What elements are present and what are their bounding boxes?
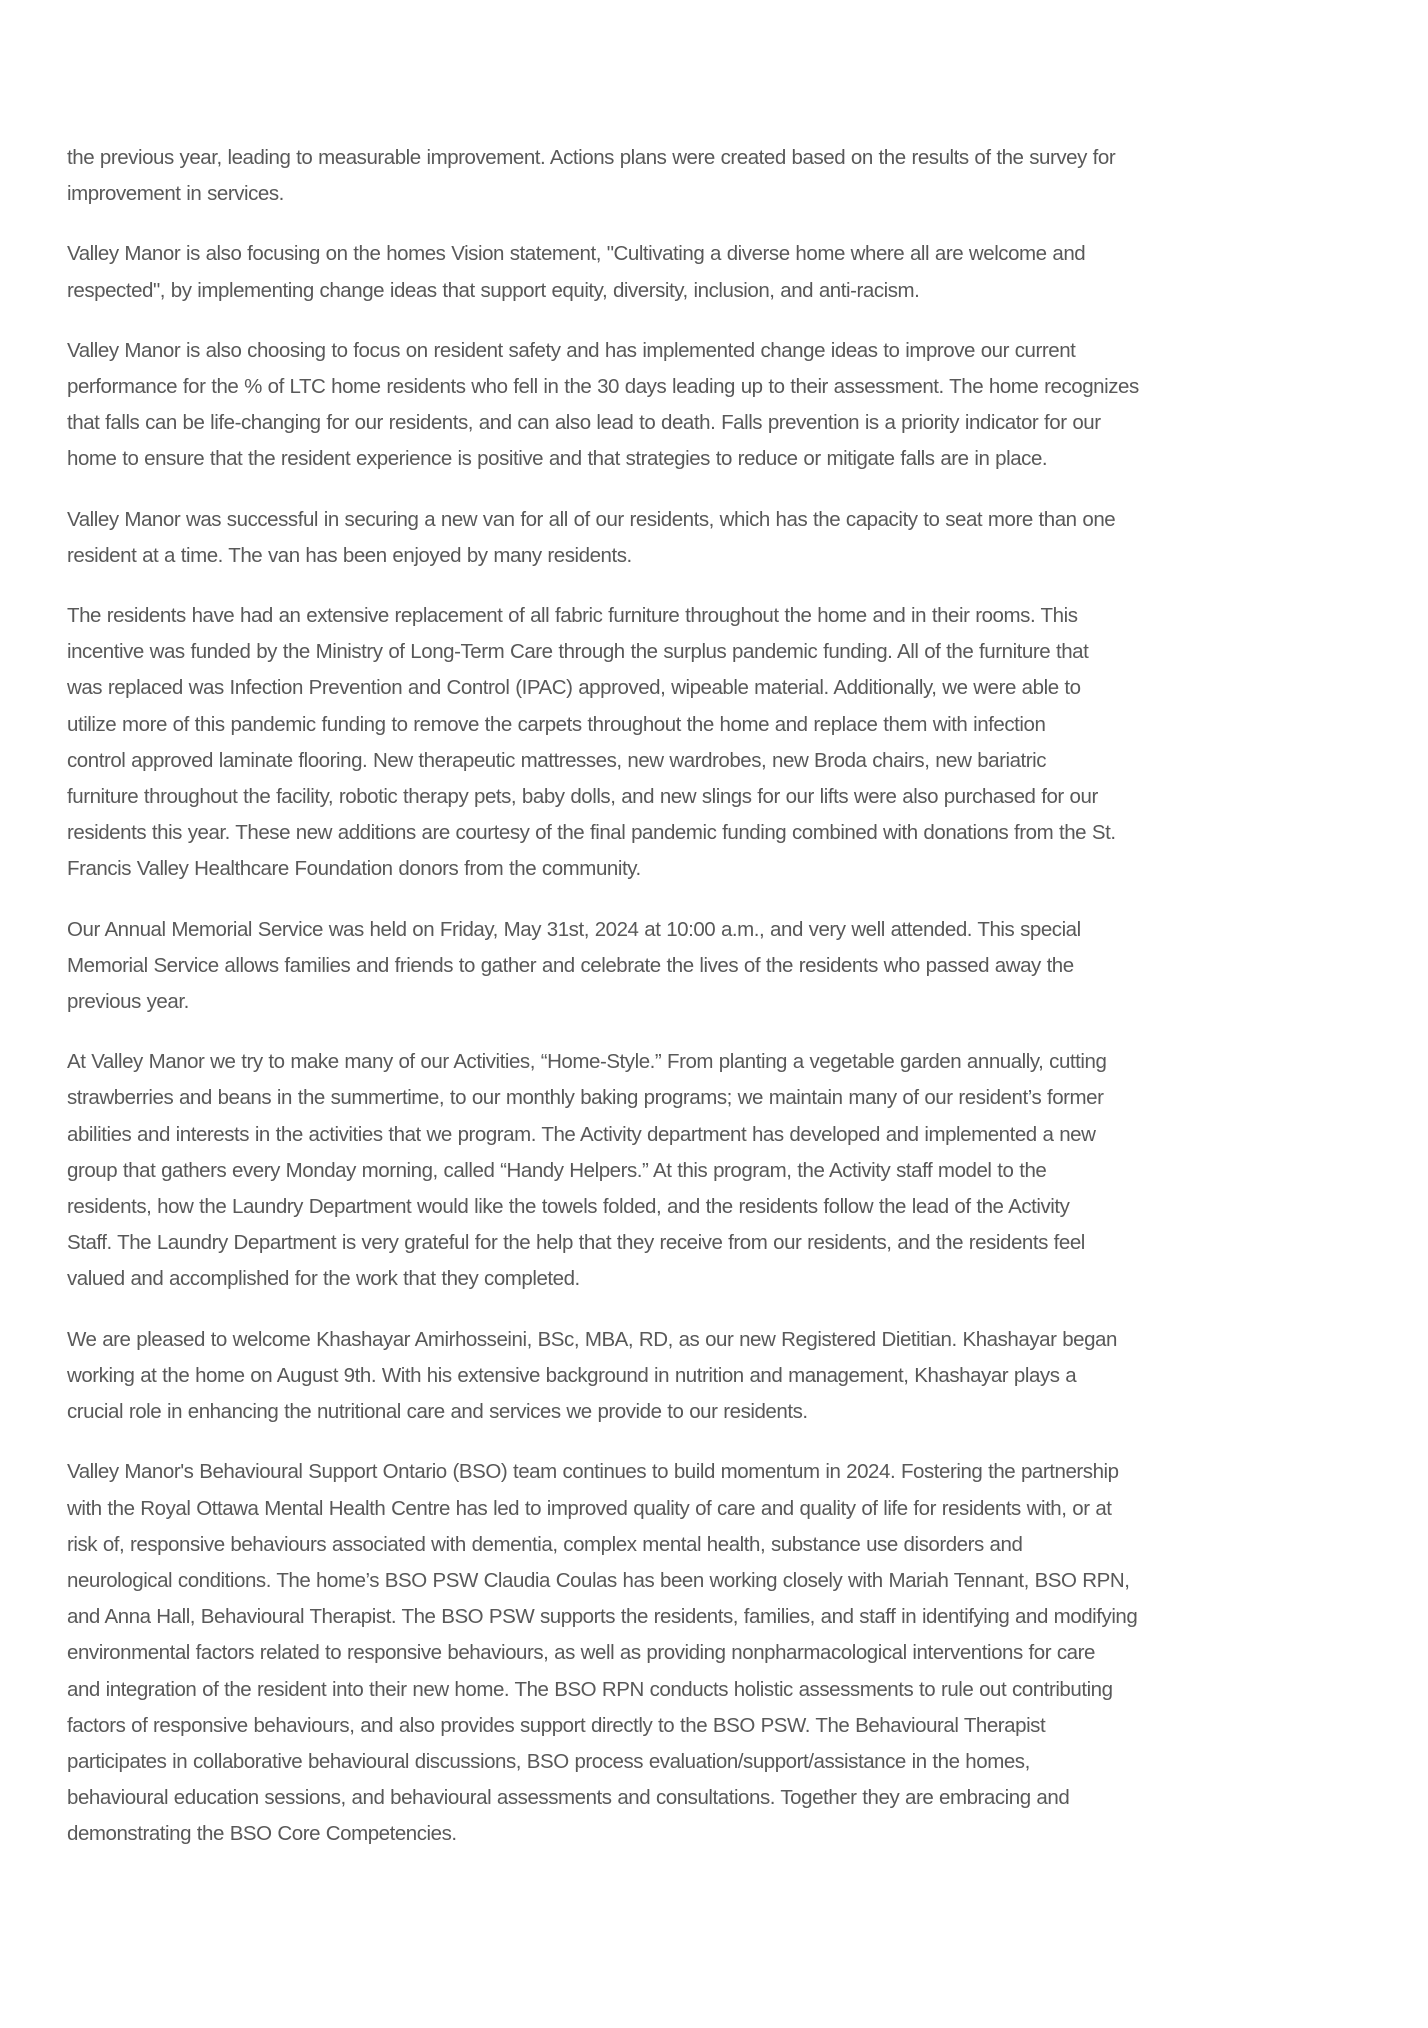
text-line: behavioural education sessions, and behavioural assessments and consultations. Together they are embracing and [67, 1786, 1070, 1810]
text-line: Memorial Service allows families and friends to gather and celebrate the lives of the residents who passed away the [67, 953, 1074, 977]
text-line: home to ensure that the resident experience is positive and that strategies to reduce or mitigate falls are in place. [67, 447, 1048, 471]
text-line: resident at a time. The van has been enjoyed by many residents. [67, 543, 632, 567]
text-line: Francis Valley Healthcare Foundation donors from the community. [67, 857, 641, 881]
text-line: group that gathers every Monday morning, called “Handy Helpers.” At this program, the Activity staff model to the [67, 1158, 1047, 1182]
paragraph-new-dietitian [67, 1322, 1367, 1431]
text-line: risk of, responsive behaviours associated with dementia, complex mental health, substance use disorders and [67, 1532, 1023, 1556]
text-line: respected", by implementing change ideas that support equity, diversity, inclusion, and anti-racism. [67, 278, 920, 302]
paragraph-vision-statement [67, 236, 1367, 308]
text-line: improvement in services. [67, 182, 284, 206]
text-line: performance for the % of LTC home residents who fell in the 30 days leading up to their assessment. The home recognizes [67, 375, 1139, 399]
text-line: with the Royal Ottawa Mental Health Centre has led to improved quality of care and quality of life for residents with, or at [67, 1496, 1112, 1520]
text-line: factors of responsive behaviours, and also provides support directly to the BSO PSW. The Behavioural Therapist [67, 1713, 1046, 1737]
paragraph-furniture-replacement [67, 598, 1367, 888]
text-line: We are pleased to welcome Khashayar Amirhosseini, BSc, MBA, RD, as our new Registered Dietitian. Khashayar began [67, 1327, 1117, 1351]
text-line: utilize more of this pandemic funding to remove the carpets throughout the home and replace them with infection [67, 712, 1046, 736]
text-line: and Anna Hall, Behavioural Therapist. The BSO PSW supports the residents, families, and staff in identifying and modifying [67, 1605, 1138, 1629]
text-line: valued and accomplished for the work that they completed. [67, 1267, 580, 1291]
text-line: environmental factors related to responsive behaviours, as well as providing nonpharmacological interventions for care [67, 1641, 1095, 1665]
document-page [67, 140, 1367, 1877]
text-line: Valley Manor is also choosing to focus on resident safety and has implemented change ideas to improve our current [67, 338, 1076, 362]
paragraph-home-style-activities [67, 1044, 1367, 1297]
paragraph-new-van [67, 502, 1367, 574]
text-line: was replaced was Infection Prevention and Control (IPAC) approved, wipeable material. Additionally, we were able to [67, 676, 1081, 700]
text-line: control approved laminate flooring. New therapeutic mattresses, new wardrobes, new Broda chairs, new bariatric [67, 748, 1047, 772]
text-line: Our Annual Memorial Service was held on Friday, May 31st, 2024 at 10:00 a.m., and very well attended. This special [67, 917, 1081, 941]
text-line: crucial role in enhancing the nutritional care and services we provide to our residents. [67, 1400, 808, 1424]
text-line: incentive was funded by the Ministry of Long-Term Care through the surplus pandemic funding. All of the furniture that [67, 640, 1089, 664]
text-line: neurological conditions. The home’s BSO PSW Claudia Coulas has been working closely with Mariah Tennant, BSO RPN, [67, 1568, 1130, 1592]
text-line: participates in collaborative behavioural discussions, BSO process evaluation/support/assistance in the homes, [67, 1749, 1030, 1773]
paragraph-resident-safety-falls [67, 333, 1367, 478]
text-line: working at the home on August 9th. With his extensive background in nutrition and management, Khashayar plays a [67, 1363, 1077, 1387]
text-line: The residents have had an extensive replacement of all fabric furniture throughout the home and in their rooms. This [67, 604, 1078, 628]
text-line: demonstrating the BSO Core Competencies. [67, 1822, 457, 1846]
text-line: abilities and interests in the activities that we program. The Activity department has developed and implemented a new [67, 1122, 1096, 1146]
text-line: At Valley Manor we try to make many of our Activities, “Home-Style.” From planting a vegetable garden annually, cutting [67, 1050, 1107, 1074]
text-line: the previous year, leading to measurable improvement. Actions plans were created based on the results of the survey for [67, 146, 1116, 169]
text-line: previous year. [67, 990, 189, 1014]
text-line: residents, how the Laundry Department would like the towels folded, and the residents follow the lead of the Activity [67, 1195, 1070, 1219]
text-line: that falls can be life-changing for our residents, and can also lead to death. Falls prevention is a priority indicator for our [67, 411, 1101, 435]
paragraph-survey-continuation [67, 140, 1367, 212]
text-line: Staff. The Laundry Department is very grateful for the help that they receive from our residents, and the residents feel [67, 1231, 1085, 1255]
text-line: Valley Manor is also focusing on the homes Vision statement, "Cultivating a diverse home where all are welcome and [67, 242, 1086, 266]
text-line: Valley Manor was successful in securing a new van for all of our residents, which has the capacity to seat more than one [67, 507, 1116, 531]
paragraph-memorial-service [67, 912, 1367, 1021]
text-line: Valley Manor's Behavioural Support Ontario (BSO) team continues to build momentum in 2024. Fostering the partnership [67, 1460, 1119, 1484]
text-line: residents this year. These new additions are courtesy of the final pandemic funding combined with donations from the St. [67, 821, 1116, 845]
text-line: strawberries and beans in the summertime, to our monthly baking programs; we maintain many of our resident’s former [67, 1086, 1104, 1110]
text-line: and integration of the resident into their new home. The BSO RPN conducts holistic assessments to rule out contributing [67, 1677, 1113, 1701]
text-line: furniture throughout the facility, robotic therapy pets, baby dolls, and new slings for our lifts were also purchased for our [67, 785, 1098, 809]
paragraph-bso-team [67, 1454, 1367, 1852]
